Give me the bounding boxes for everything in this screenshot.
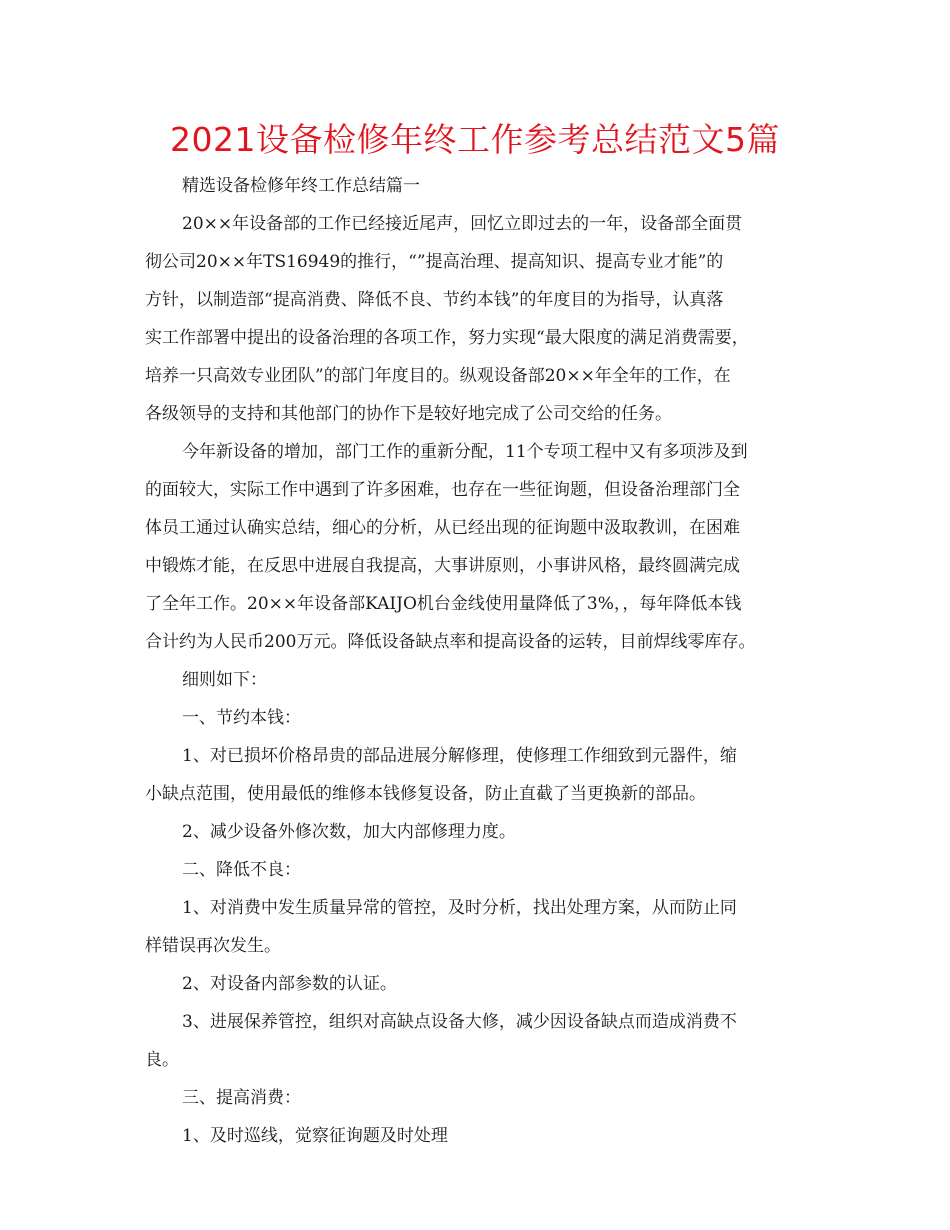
paragraph-line: 了全年工作。20××年设备部KAIJO机台金线使用量降低了3%，，每年降低本钱 [145,594,742,614]
paragraph-line: 今年新设备的增加，部门工作的重新分配，11个专项工程中又有多项涉及到 [182,442,748,462]
section-heading: 一、节约本钱： [182,708,301,728]
paragraph-line: 彻公司20××年TS16949的推行，“”提高治理、提高知识、提高专业才能”的 [145,252,724,272]
list-item [145,1003,810,1079]
list-item [145,737,810,813]
paragraph-line: 2、减少设备外修次数，加大内部修理力度。 [182,822,516,842]
section-heading-2 [145,851,810,889]
paragraph-line: 各级领导的支持和其他部门的协作下是较好地完成了公司交给的任务。 [145,404,672,424]
paragraph-intro [145,205,810,433]
paragraph-line: 实工作部署中提出的设备治理的各项工作，努力实现“最大限度的满足消费需要， [145,328,749,348]
paragraph-line: 细则如下： [182,670,267,690]
paragraph-line: 方针，以制造部“提高消费、降低不良、节约本钱”的年度目的为指导，认真落 [145,290,724,310]
paragraph-line: 样错误再次发生。 [145,936,281,956]
list-item [145,889,810,965]
paragraph-line: 1、及时巡线，觉察征询题及时处理 [182,1126,448,1146]
list-item [145,965,810,1003]
document-body [145,167,810,1155]
section-subtitle: 精选设备检修年终工作总结篇一 [182,176,420,196]
section-heading-3 [145,1079,810,1117]
paragraph-line: 1、对已损坏价格昂贵的部品进展分解修理，使修理工作细致到元器件，缩 [182,746,737,766]
paragraph-line: 20××年设备部的工作已经接近尾声，回忆立即过去的一年，设备部全面贯 [182,214,743,234]
paragraph-line: 3、进展保养管控，组织对高缺点设备大修，减少因设备缺点而造成消费不 [182,1012,737,1032]
section-heading: 三、提高消费： [182,1088,301,1108]
paragraph-line: 1、对消费中发生质量异常的管控，及时分析，找出处理方案，从而防止同 [182,898,737,918]
paragraph-line: 2、对设备内部参数的认证。 [182,974,397,994]
section-heading: 二、降低不良： [182,860,301,880]
paragraph-line: 小缺点范围，使用最低的维修本钱修复设备，防止直截了当更换新的部品。 [145,784,706,804]
paragraph-line: 良。 [145,1050,179,1070]
paragraph-progress [145,433,810,661]
list-item [145,813,810,851]
paragraph-details-heading [145,661,810,699]
list-item [145,1117,810,1155]
section-heading-1 [145,699,810,737]
paragraph-line: 培养一只高效专业团队”的部门年度目的。纵观设备部20××年全年的工作，在 [145,366,731,386]
document-title: 2021设备检修年终工作参考总结范文5篇 [170,120,780,159]
paragraph-line: 的面较大，实际工作中遇到了许多困难，也存在一些征询题，但设备治理部门全 [145,480,740,500]
paragraph-line: 合计约为人民币200万元。降低设备缺点率和提高设备的运转，目前焊线零库存。 [145,632,756,652]
paragraph-line: 体员工通过认确实总结，细心的分析，从已经出现的征询题中汲取教训，在困难 [145,518,740,538]
paragraph-line: 中锻炼才能，在反思中进展自我提高，大事讲原则，小事讲风格，最终圆满完成 [145,556,740,576]
